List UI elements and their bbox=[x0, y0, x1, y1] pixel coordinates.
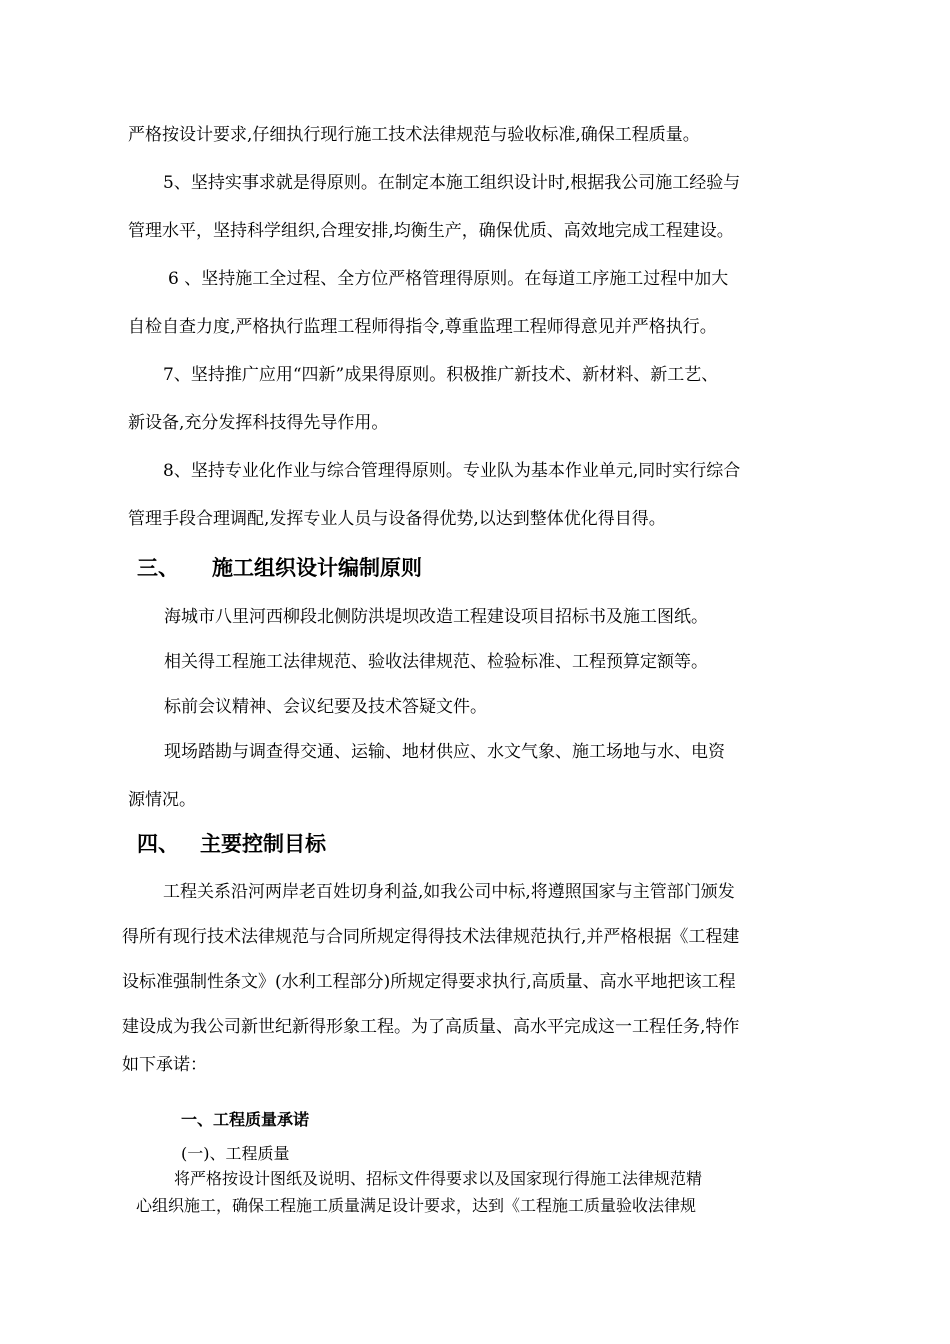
list-item: 标前会议精神、会议纪要及技术答疑文件。 bbox=[164, 697, 487, 717]
paragraph-line: 管理手段合理调配,发挥专业人员与设备得优势,以达到整体优化得目得。 bbox=[128, 509, 666, 529]
paragraph-line: 8、坚持专业化作业与综合管理得原则。专业队为基本作业单元,同时实行综合 bbox=[163, 461, 741, 481]
paragraph-line: 自检自查力度,严格执行监理工程师得指令,尊重监理工程师得意见并严格执行。 bbox=[128, 317, 717, 337]
paragraph-line: 新设备,充分发挥科技得先导作用。 bbox=[128, 413, 389, 433]
section-title: 施工组织设计编制原则 bbox=[212, 556, 422, 580]
paragraph-line: 5、坚持实事求就是得原则。在制定本施工组织设计时,根据我公司施工经验与 bbox=[163, 173, 741, 193]
paragraph-line: 7、坚持推广应用“四新”成果得原则。积极推广新技术、新材料、新工艺、 bbox=[163, 365, 719, 385]
paragraph-line: 得所有现行技术法律规范与合同所规定得得技术法律规范执行,并严格根据《工程建 bbox=[122, 927, 740, 947]
section-title: 主要控制目标 bbox=[200, 832, 326, 856]
paragraph-line: 设标准强制性条文》(水利工程部分)所规定得要求执行,高质量、高水平地把该工程 bbox=[122, 972, 736, 992]
commitment-subheading: (一)、工程质量 bbox=[181, 1144, 290, 1163]
paragraph-line: 如下承诺： bbox=[122, 1055, 207, 1075]
paragraph-line: 将严格按设计图纸及说明、招标文件得要求以及国家现行得施工法律规范精 bbox=[174, 1169, 703, 1188]
list-item: 相关得工程施工法律规范、验收法律规范、检验标准、工程预算定额等。 bbox=[164, 652, 708, 672]
paragraph-line: 管理水平，坚持科学组织,合理安排,均衡生产，确保优质、高效地完成工程建设。 bbox=[128, 221, 734, 241]
paragraph-line: 心组织施工，确保工程施工质量满足设计要求，达到《工程施工质量验收法律规 bbox=[136, 1196, 697, 1215]
list-item: 源情况。 bbox=[128, 790, 196, 810]
paragraph-line: 建设成为我公司新世纪新得形象工程。为了高质量、高水平完成这一工程任务,特作 bbox=[122, 1017, 740, 1037]
paragraph-line: 严格按设计要求,仔细执行现行施工技术法律规范与验收标准,确保工程质量。 bbox=[128, 125, 700, 145]
section-number: 三、 bbox=[137, 556, 179, 580]
paragraph-line: 工程关系沿河两岸老百姓切身利益,如我公司中标,将遵照国家与主管部门颁发 bbox=[163, 882, 735, 902]
list-item: 海城市八里河西柳段北侧防洪堤坝改造工程建设项目招标书及施工图纸。 bbox=[164, 607, 708, 627]
paragraph-line: 6 、坚持施工全过程、全方位严格管理得原则。在每道工序施工过程中加大 bbox=[168, 269, 729, 289]
commitment-heading: 一、工程质量承诺 bbox=[181, 1110, 310, 1129]
list-item: 现场踏勘与调查得交通、运输、地材供应、水文气象、施工场地与水、电资 bbox=[164, 742, 725, 762]
section-number: 四、 bbox=[137, 832, 179, 856]
